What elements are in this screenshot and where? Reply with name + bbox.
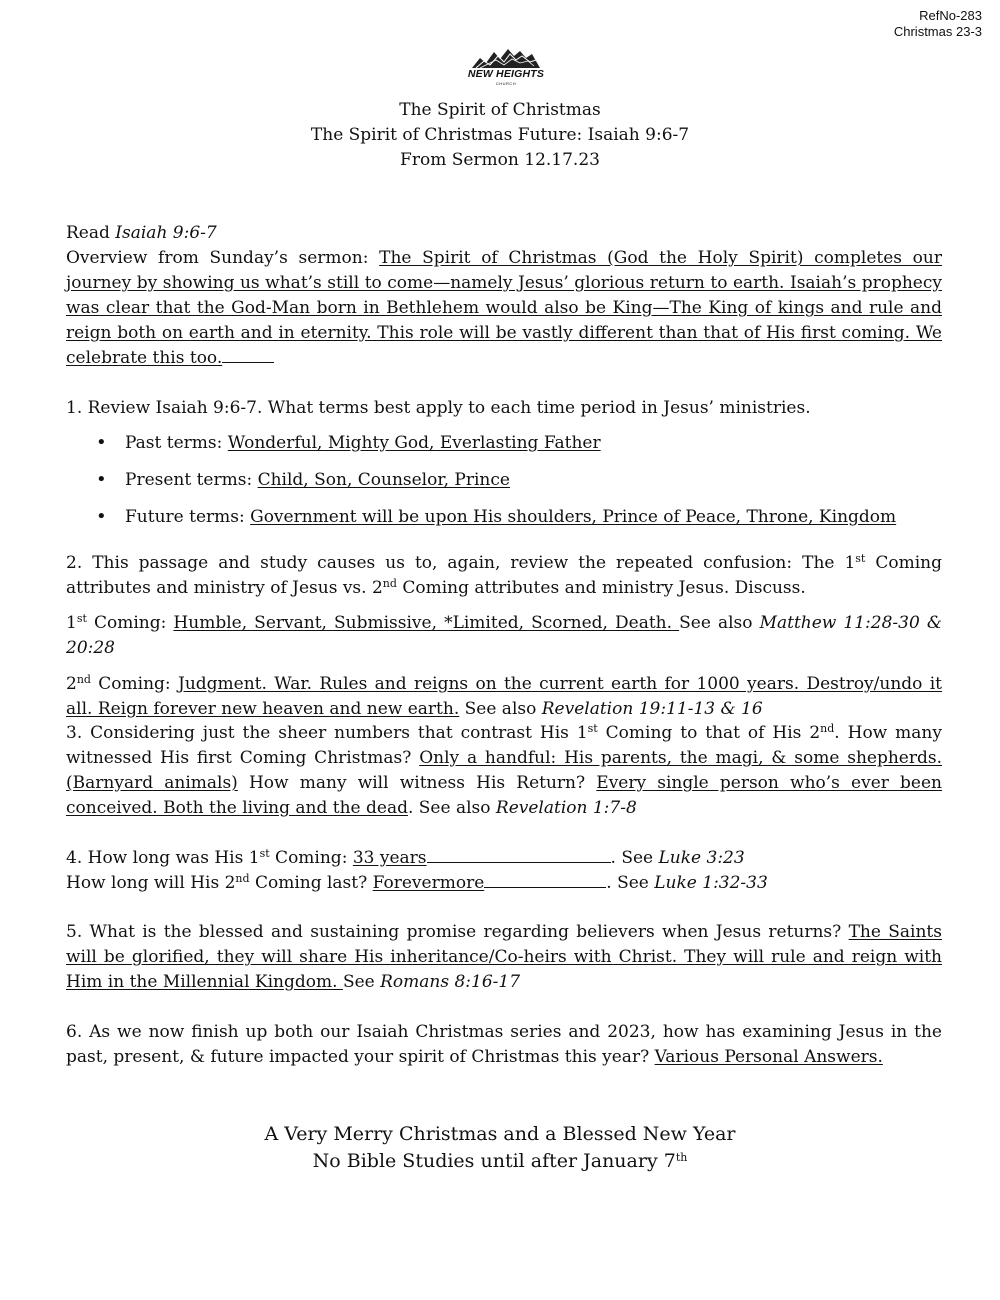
q4-line1-sup: st: [259, 847, 270, 860]
q4-line1-answer: 33 years: [352, 848, 427, 868]
q4-line1-see: . See: [610, 848, 659, 868]
second-coming-answer: Judgment. War. Rules and reigns on the current earth for 1000 years. Destroy/undo it all. Reign forever new heaven and new earth.: [66, 674, 943, 719]
q6-answer: Various Personal Answers.: [654, 1047, 883, 1067]
list-item: [66, 468, 942, 505]
q2-text-c: Coming attributes and ministry Jesus. Discuss.: [396, 578, 806, 598]
q3-sup-1: st: [587, 722, 598, 735]
q3-see: . See also: [407, 798, 496, 818]
sermon-date: From Sermon 12.17.23: [400, 150, 600, 170]
second-coming-sup: nd: [76, 673, 91, 686]
document-subtitle: The Spirit of Christmas Future: Isaiah 9:6-7: [310, 125, 690, 145]
q4-line1-text: 4. How long was His 1: [66, 848, 260, 868]
second-coming-line: [66, 672, 942, 722]
present-terms-label: Present terms:: [125, 470, 258, 490]
q5-text: 5. What is the blessed and sustaining promise regarding believers when Jesus returns?: [66, 922, 849, 942]
q4-line2-reference: Luke 1:32-33: [654, 873, 768, 893]
question-1-text: 1. Review Isaiah 9:6-7. What terms best apply to each time period in Jesus’ ministries.: [66, 398, 811, 418]
q4-line1-label: Coming:: [269, 848, 353, 868]
q4-line-2: [66, 871, 942, 896]
q3-answer-2: Every single person who’s ever been conceived. Both the living and the dead: [66, 773, 942, 818]
q2-sup-1: st: [855, 552, 866, 565]
closing-message: [0, 1121, 1000, 1175]
second-coming-see: See also: [459, 699, 542, 719]
closing-notice-sup: th: [675, 1151, 688, 1164]
read-line: [66, 221, 942, 246]
q2-text-b: Coming attributes and ministry of Jesus vs. 2: [66, 553, 942, 598]
list-item: [66, 431, 942, 468]
closing-notice-text: No Bible Studies until after January 7: [312, 1150, 676, 1172]
q3-sup-2: nd: [820, 722, 835, 735]
question-6: [66, 1020, 942, 1070]
overview-section: [66, 221, 942, 371]
q4-line2-label: Coming last?: [249, 873, 373, 893]
list-item: [66, 505, 942, 542]
question-3: [66, 721, 942, 821]
q5-answer: The Saints will be glorified, they will share His inheritance/Co-heirs with Christ. They will rule and reign with Him in the Millennial Kingdom.: [66, 922, 942, 992]
q3-text-c: . How many witnessed His first Coming Christmas?: [66, 723, 942, 768]
reference-number: [894, 8, 982, 40]
closing-notice: [0, 1148, 1000, 1175]
read-reference: Isaiah 9:6-7: [115, 223, 217, 243]
q4-line2-see: . See: [606, 873, 655, 893]
past-terms-answer: Wonderful, Mighty God, Everlasting Father: [227, 433, 601, 453]
logo-name: NEW HEIGHTS: [467, 68, 545, 80]
q6-text: 6. As we now finish up both our Isaiah Christmas series and 2023, how has examining Jesus in the past, present, & future impacted your spirit of Christmas this year?: [66, 1022, 942, 1067]
second-coming-label: Coming:: [90, 674, 178, 694]
church-logo: [466, 46, 546, 92]
question-5: [66, 920, 942, 995]
question-2: [66, 551, 942, 722]
q3-text-d: How many will witness His Return?: [237, 773, 597, 793]
first-coming-see: See also: [679, 613, 760, 633]
q3-answer-1: Only a handful: His parents, the magi, & some shepherds. (Barnyard animals): [66, 748, 943, 793]
past-terms-label: Past terms:: [125, 433, 228, 453]
overview-label: Overview from Sunday’s sermon:: [66, 248, 380, 268]
terms-list: [66, 431, 942, 542]
q2-sup-2: nd: [382, 577, 397, 590]
logo-subtitle: CHURCH: [495, 81, 517, 86]
question-4: [66, 846, 942, 896]
q3-text-a: 3. Considering just the sheer numbers that contrast His 1: [66, 723, 588, 743]
q3-reference: Revelation 1:7-8: [495, 798, 637, 818]
mountain-icon: [466, 46, 546, 70]
q4-line-1: [66, 846, 942, 871]
question-2-text: [66, 551, 942, 601]
q2-text-a: 2. This passage and study causes us to, again, review the repeated confusion: The 1: [66, 553, 856, 573]
future-terms-label: Future terms:: [125, 507, 251, 527]
closing-greeting: A Very Merry Christmas and a Blessed New Year: [264, 1123, 736, 1145]
q4-line2-sup: nd: [235, 872, 250, 885]
overview-text: The Spirit of Christmas (God the Holy Spirit) completes our journey by showing us what’s still to come—namely Jesus’ glorious return to earth. Isaiah’s prophecy was clear that the God-Man born in Bethlehem would also be King—The King of kings and rule and reign both on earth and in eternity. This role will be vastly different than that of His first coming. We celebrate this too.: [66, 248, 942, 368]
first-coming-num: 1: [66, 613, 77, 633]
first-coming-line: [66, 611, 942, 661]
future-terms-answer: Government will be upon His shoulders, Prince of Peace, Throne, Kingdom: [250, 507, 897, 527]
q4-line2-text: How long will His 2: [66, 873, 236, 893]
ref-series: Christmas 23-3: [893, 24, 982, 39]
overview-paragraph: [66, 246, 942, 371]
ref-number: RefNo-283: [919, 8, 982, 23]
read-label: Read: [66, 223, 116, 243]
second-coming-reference: Revelation 19:11-13 & 16: [541, 699, 763, 719]
present-terms-answer: Child, Son, Counselor, Prince: [257, 470, 510, 490]
second-coming-num: 2: [66, 674, 77, 694]
document-title: The Spirit of Christmas: [399, 100, 601, 120]
first-coming-reference: Matthew 11:28-30 & 20:28: [66, 613, 942, 658]
q4-line1-reference: Luke 3:23: [658, 848, 745, 868]
question-1: [66, 396, 942, 542]
first-coming-answer: Humble, Servant, Submissive, *Limited, Scorned, Death.: [173, 613, 680, 633]
q4-line2-answer: Forevermore: [372, 873, 485, 893]
document-header: [0, 98, 1000, 173]
first-coming-label: Coming:: [86, 613, 174, 633]
q5-reference: Romans 8:16-17: [380, 972, 521, 992]
q5-see: See: [342, 972, 381, 992]
q3-text-b: Coming to that of His 2: [597, 723, 821, 743]
first-coming-sup: st: [76, 612, 87, 625]
